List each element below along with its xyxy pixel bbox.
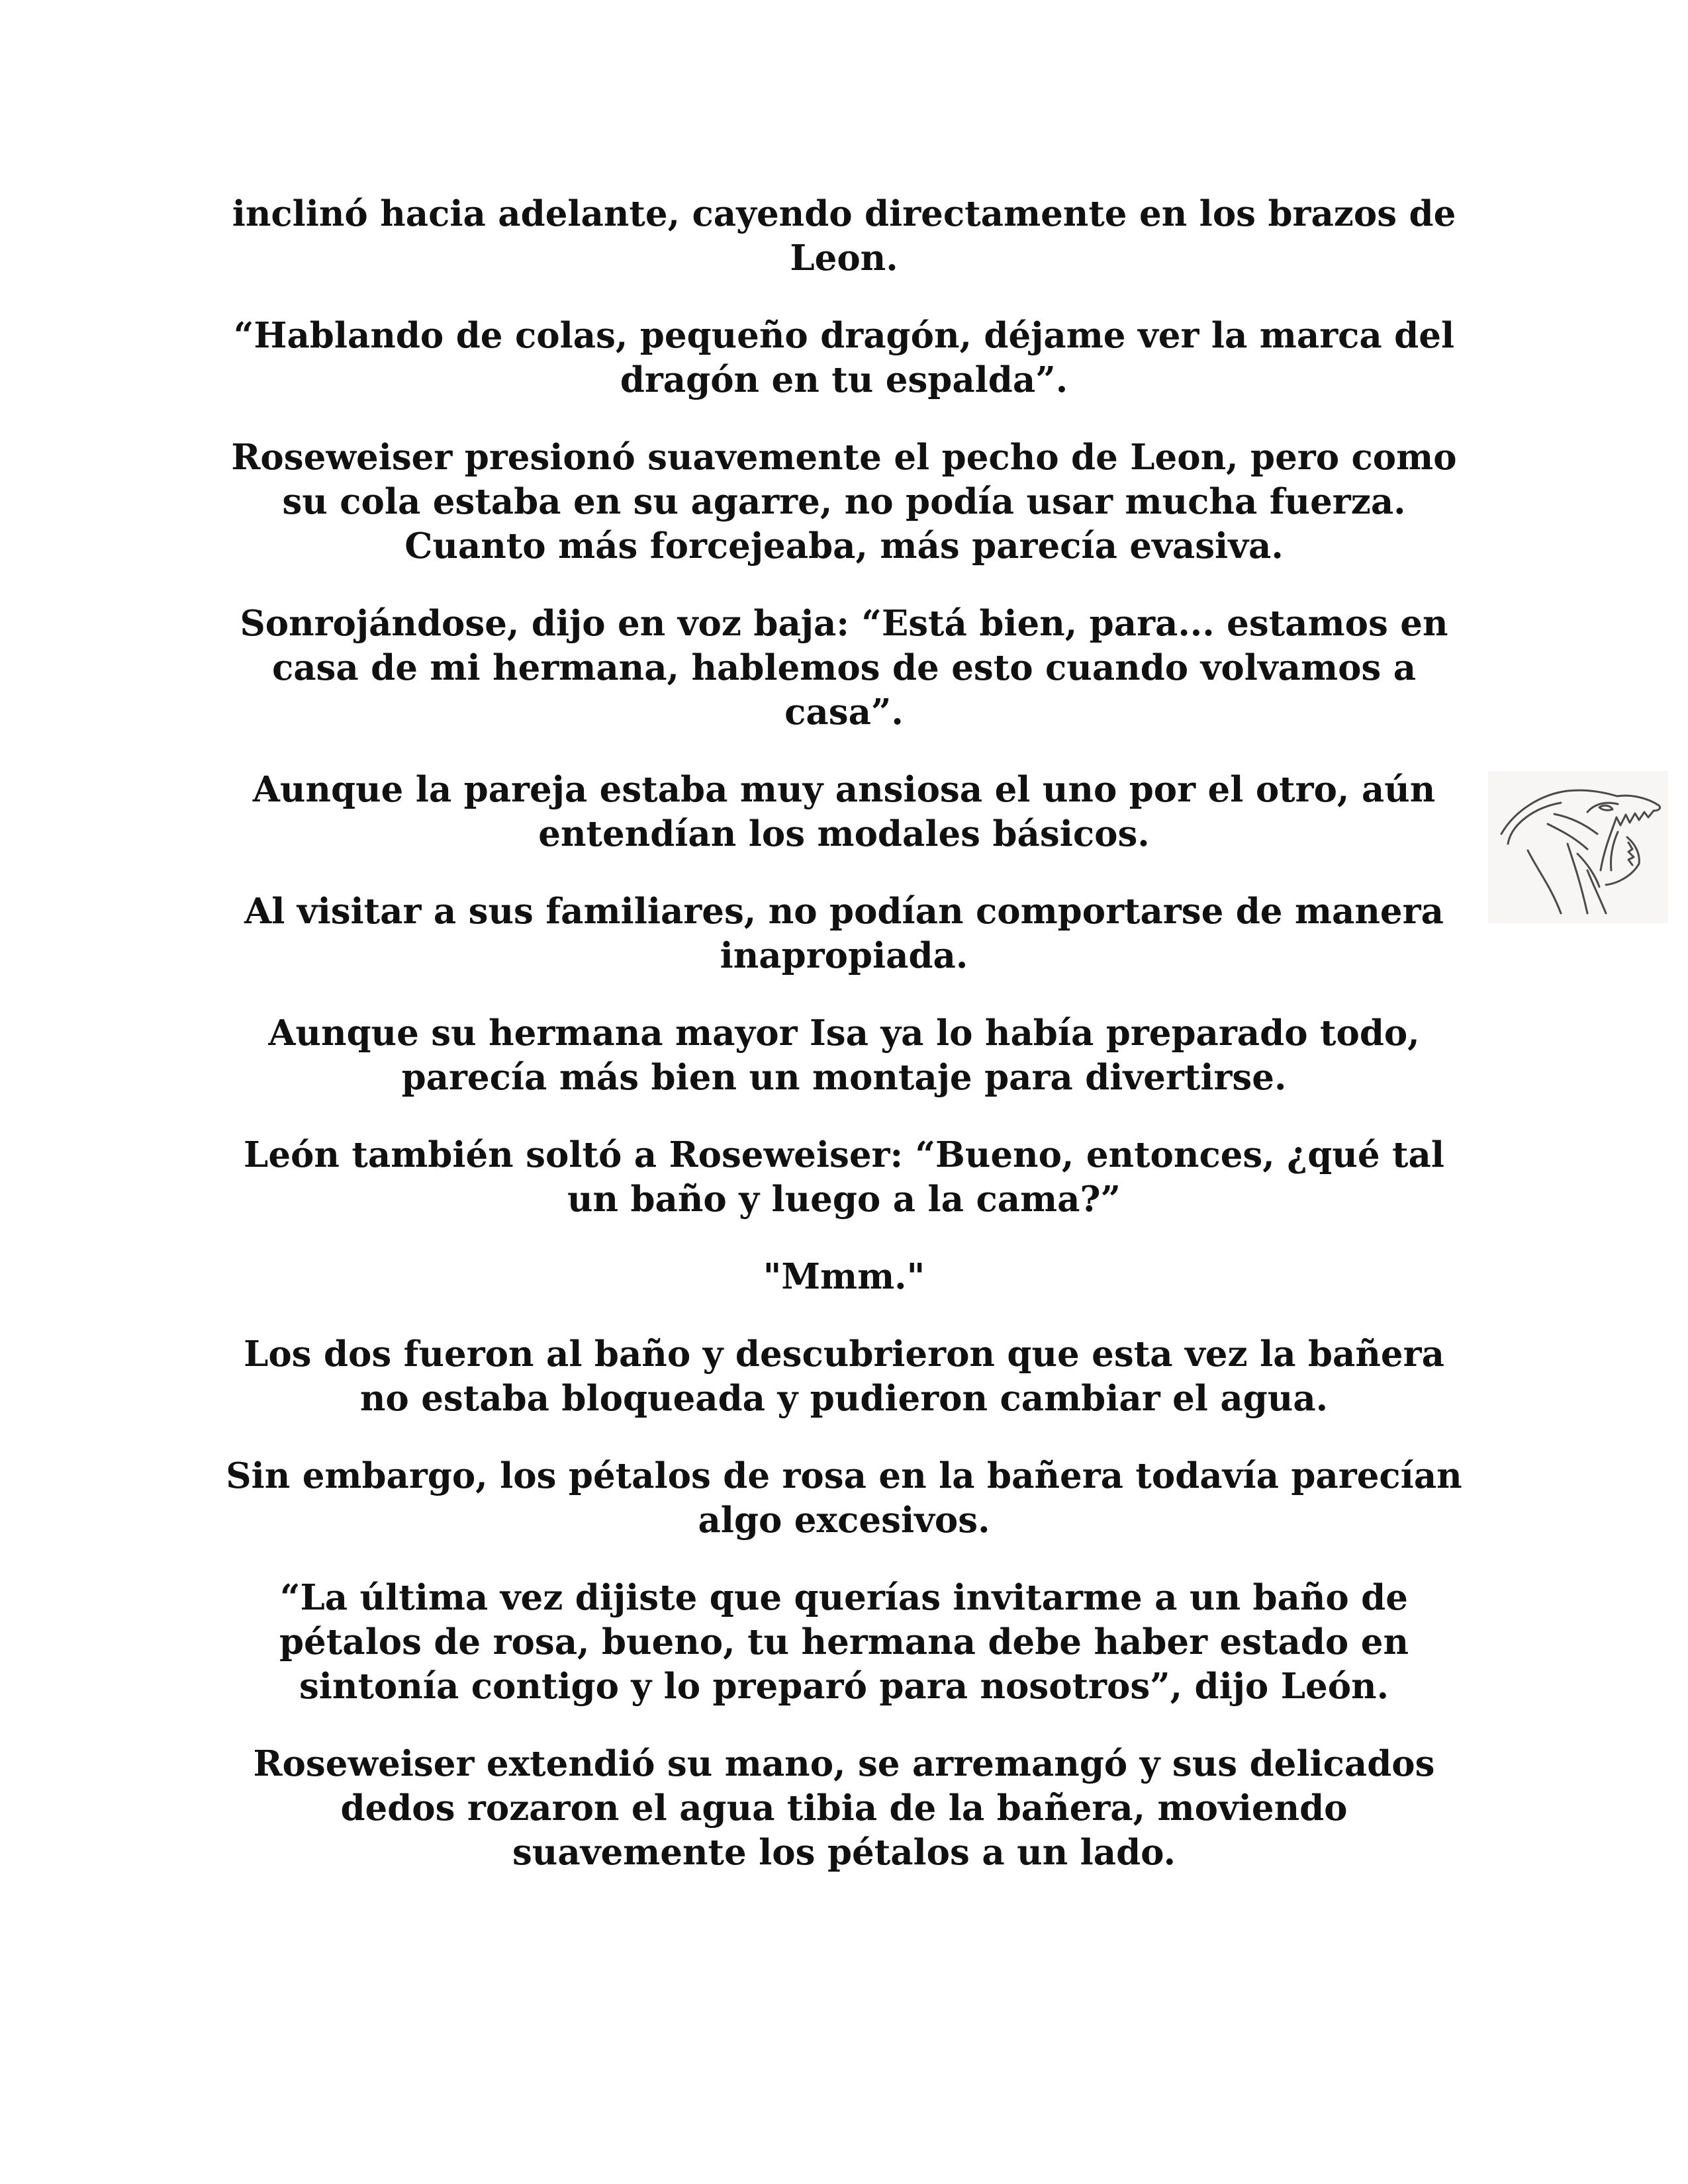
paragraph: Los dos fueron al baño y descubrieron que esta vez la bañera no estaba bloqueada y pudieron cambiar el agua. (244, 1334, 1444, 1419)
paragraph: inclinó hacia adelante, cayendo directamente en los brazos de Leon. (232, 193, 1456, 279)
dinosaur-head-sketch-icon (1488, 771, 1668, 923)
paragraph: “La última vez dijiste que querías invitarme a un baño de pétalos de rosa, bueno, tu hermana debe haber estado en sintonía contigo y lo preparó para nosotros”, dijo León. (279, 1577, 1409, 1707)
paragraph: "Mmm." (763, 1256, 925, 1297)
story-text (218, 192, 1470, 1908)
paragraph: Sonrojándose, dijo en voz baja: “Está bien, para... estamos en casa de mi hermana, hablemos de esto cuando volvamos a casa”. (240, 603, 1448, 733)
paragraph: Roseweiser extendió su mano, se arremangó y sus delicados dedos rozaron el agua tibia de la bañera, moviendo suavemente los pétalos a un lado. (253, 1743, 1435, 1873)
paragraph: Aunque su hermana mayor Isa ya lo había preparado todo, parecía más bien un montaje para divertirse. (268, 1013, 1420, 1098)
paragraph: León también soltó a Roseweiser: “Bueno, entonces, ¿qué tal un baño y luego a la cama?” (244, 1134, 1444, 1220)
paragraph: Roseweiser presionó suavemente el pecho de Leon, pero como su cola estaba en su agarre, no podía usar mucha fuerza. Cuanto más forcejeaba, más parecía evasiva. (231, 437, 1457, 567)
paragraph: Sin embargo, los pétalos de rosa en la bañera todavía parecían algo excesivos. (226, 1455, 1462, 1541)
paragraph: Aunque la pareja estaba muy ansiosa el uno por el otro, aún entendían los modales básicos. (252, 769, 1436, 854)
paragraph: “Hablando de colas, pequeño dragón, déjame ver la marca del dragón en tu espalda”. (233, 315, 1455, 400)
paragraph: Al visitar a sus familiares, no podían comportarse de manera inapropiada. (244, 891, 1444, 976)
